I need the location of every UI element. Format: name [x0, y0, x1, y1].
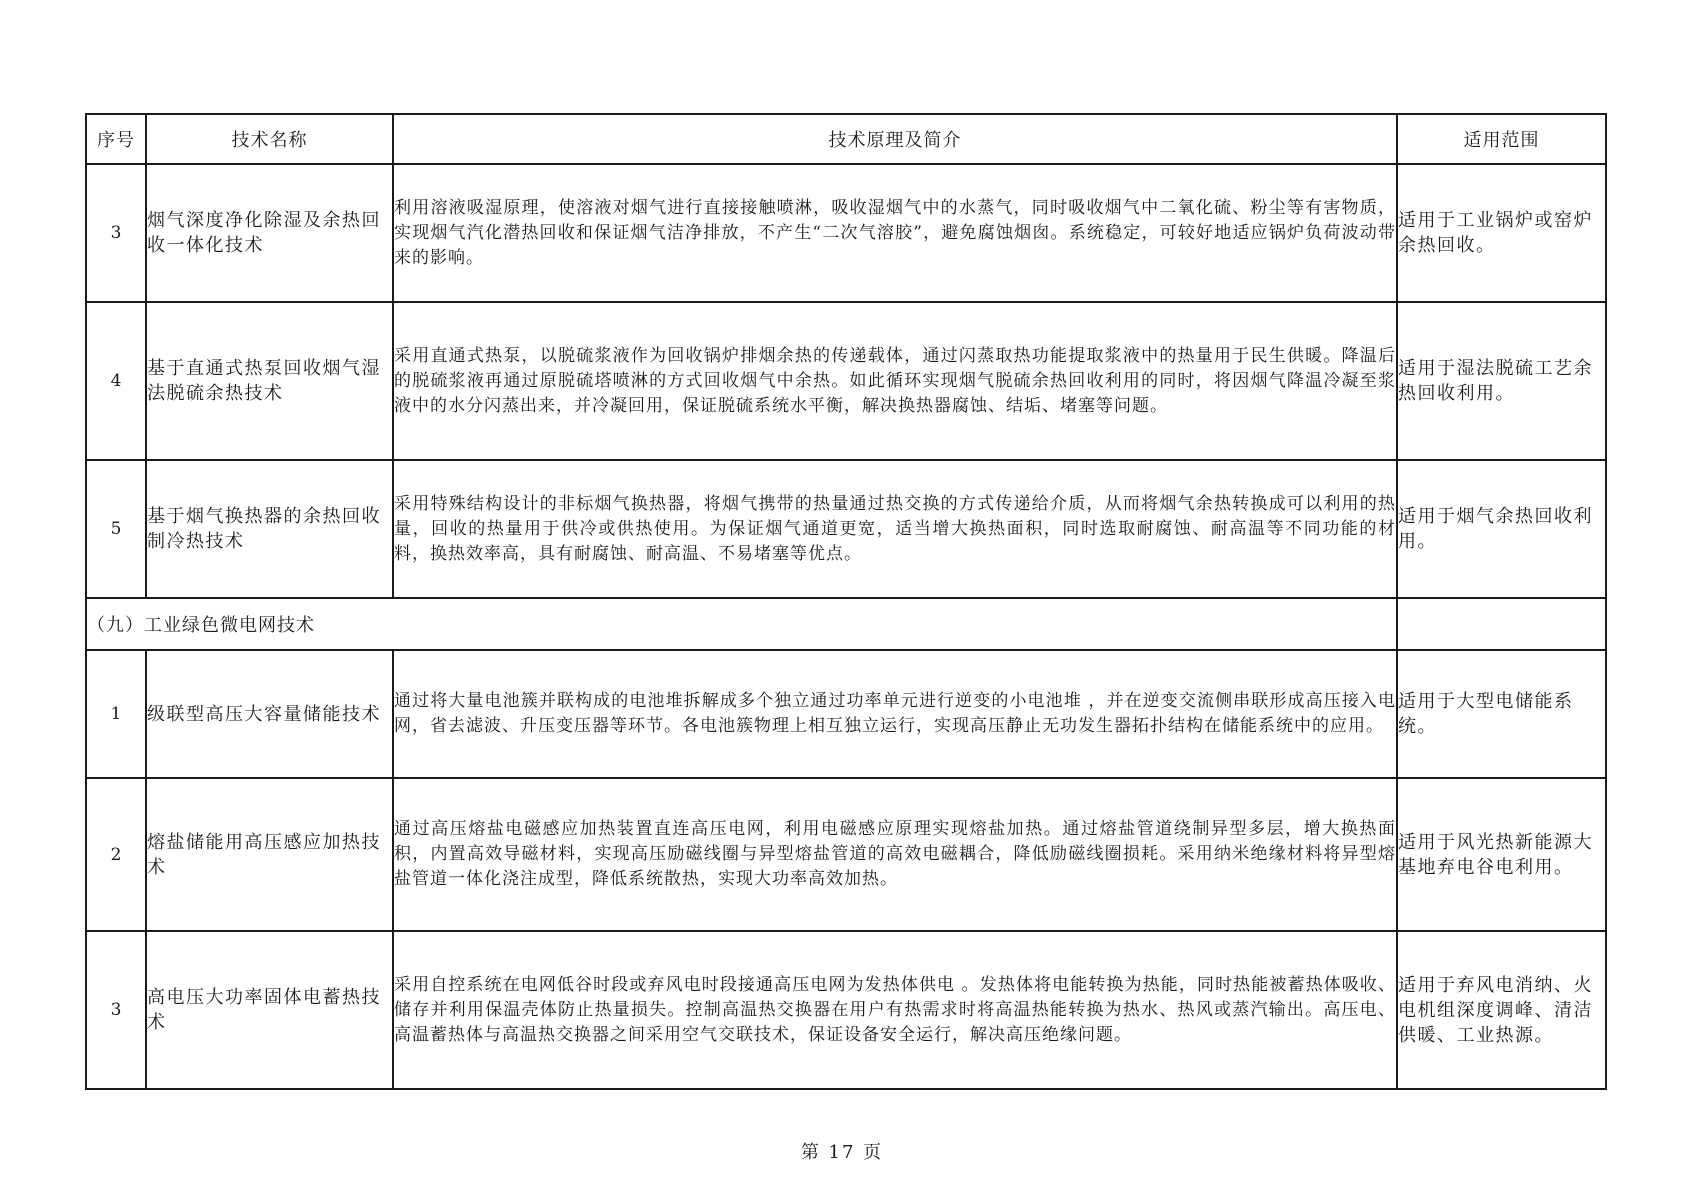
row-no: 4: [86, 302, 146, 460]
row-desc: 利用溶液吸湿原理，使溶液对烟气进行直接接触喷淋，吸收湿烟气中的水蒸气，同时吸收烟气中二氧化硫、粉尘等有害物质，实现烟气汽化潜热回收和保证烟气洁净排放，不产生“二次气溶胶”，避免腐蚀烟囱。系统稳定，可较好地适应锅炉负荷波动带来的影响。: [393, 164, 1397, 302]
section-empty-cell: [1397, 598, 1606, 650]
table-row: [86, 778, 1606, 931]
row-name: 熔盐储能用高压感应加热技术: [146, 778, 393, 931]
table-row: [86, 302, 1606, 460]
row-desc: 通过将大量电池簇并联构成的电池堆拆解成多个独立通过功率单元进行逆变的小电池堆 ，并在逆变交流侧串联形成高压接入电网，省去滤波、升压变压器等环节。各电池簇物理上相互独立运行，实现高压静止无功发生器拓扑结构在储能系统中的应用。: [393, 650, 1397, 778]
row-scope: 适用于烟气余热回收利用。: [1397, 460, 1606, 598]
row-no: 1: [86, 650, 146, 778]
row-name: 烟气深度净化除湿及余热回收一体化技术: [146, 164, 393, 302]
header-no: 序号: [86, 114, 146, 164]
row-scope: 适用于湿法脱硫工艺余热回收利用。: [1397, 302, 1606, 460]
table-row: [86, 650, 1606, 778]
row-no: 2: [86, 778, 146, 931]
table-row: [86, 164, 1606, 302]
header-scope: 适用范围: [1397, 114, 1606, 164]
row-name: 基于直通式热泵回收烟气湿法脱硫余热技术: [146, 302, 393, 460]
header-desc: 技术原理及简介: [393, 114, 1397, 164]
header-name: 技术名称: [146, 114, 393, 164]
technology-table: [85, 113, 1607, 1090]
row-name: 基于烟气换热器的余热回收制冷热技术: [146, 460, 393, 598]
table-header-row: [86, 114, 1606, 164]
row-scope: 适用于弃风电消纳、火电机组深度调峰、清洁供暖、工业热源。: [1397, 931, 1606, 1089]
row-no: 5: [86, 460, 146, 598]
row-no: 3: [86, 931, 146, 1089]
row-desc: 采用自控系统在电网低谷时段或弃风电时段接通高压电网为发热体供电 。发热体将电能转换为热能，同时热能被蓄热体吸收、储存并利用保温壳体防止热量损失。控制高温热交换器在用户有热需求时将高温热能转换为热水、热风或蒸汽输出。高压电、高温蓄热体与高温热交换器之间采用空气交联技术，保证设备安全运行，解决高压绝缘问题。: [393, 931, 1397, 1089]
row-desc: 通过高压熔盐电磁感应加热装置直连高压电网，利用电磁感应原理实现熔盐加热。通过熔盐管道绕制异型多层，增大换热面积，内置高效导磁材料，实现高压励磁线圈与异型熔盐管道的高效电磁耦合，降低励磁线圈损耗。采用纳米绝缘材料将异型熔盐管道一体化浇注成型，降低系统散热，实现大功率高效加热。: [393, 778, 1397, 931]
table-row: [86, 460, 1606, 598]
section-row: [86, 598, 1606, 650]
table-row: [86, 931, 1606, 1089]
row-no: 3: [86, 164, 146, 302]
section-title: （九）工业绿色微电网技术: [86, 598, 1397, 650]
row-desc: 采用直通式热泵，以脱硫浆液作为回收锅炉排烟余热的传递载体，通过闪蒸取热功能提取浆液中的热量用于民生供暖。降温后的脱硫浆液再通过原脱硫塔喷淋的方式回收烟气中余热。如此循环实现烟气脱硫余热回收利用的同时，将因烟气降温冷凝至浆液中的水分闪蒸出来，并冷凝回用，保证脱硫系统水平衡，解决换热器腐蚀、结垢、堵塞等问题。: [393, 302, 1397, 460]
row-name: 高电压大功率固体电蓄热技术: [146, 931, 393, 1089]
row-scope: 适用于风光热新能源大基地弃电谷电利用。: [1397, 778, 1606, 931]
page-number: 第 17 页: [800, 1142, 884, 1163]
row-desc: 采用特殊结构设计的非标烟气换热器，将烟气携带的热量通过热交换的方式传递给介质，从而将烟气余热转换成可以利用的热量，回收的热量用于供冷或供热使用。为保证烟气通道更宽，适当增大换热面积，同时选取耐腐蚀、耐高温等不同功能的材料，换热效率高，具有耐腐蚀、耐高温、不易堵塞等优点。: [393, 460, 1397, 598]
row-name: 级联型高压大容量储能技术: [146, 650, 393, 778]
row-scope: 适用于大型电储能系统。: [1397, 650, 1606, 778]
row-scope: 适用于工业锅炉或窑炉余热回收。: [1397, 164, 1606, 302]
